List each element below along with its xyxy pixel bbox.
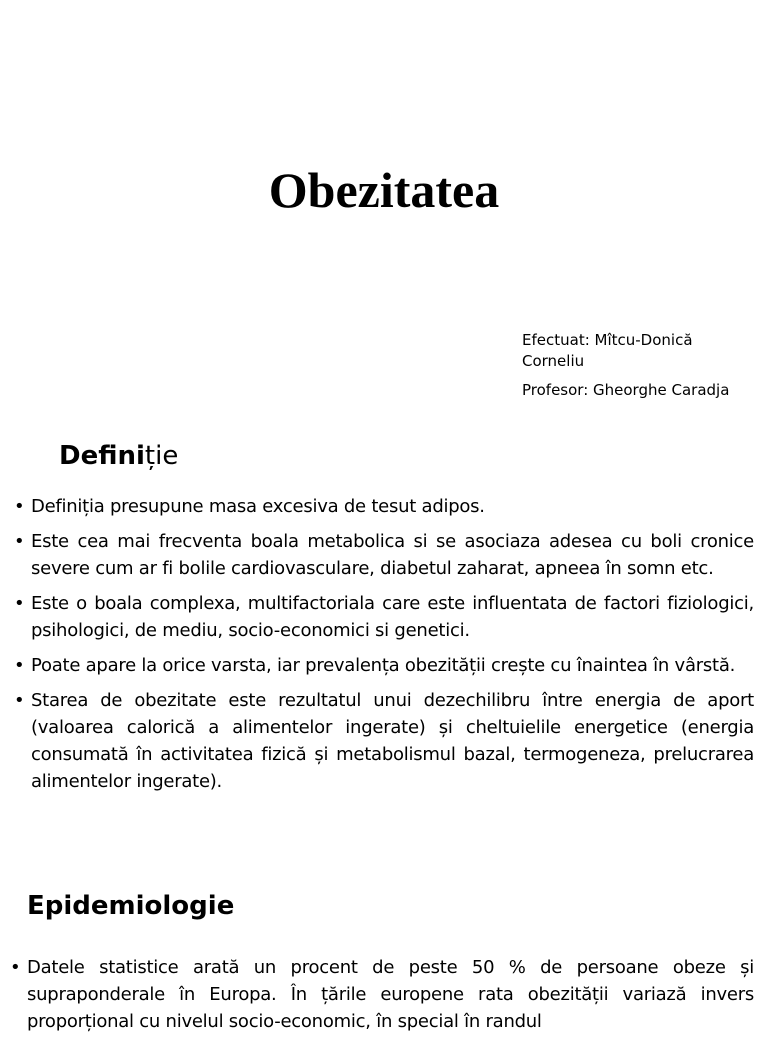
list-item-text: Este o boala complexa, multifactoriala care este influentata de factori fiziologici, psihologici, de mediu, socio-economici si genetici. — [31, 593, 754, 641]
list-item — [14, 493, 754, 520]
list-item-text: Poate apare la orice varsta, iar prevalența obezității crește cu înaintea în vârstă. — [31, 655, 736, 676]
bullet-icon: • — [14, 496, 25, 517]
list-item — [14, 590, 754, 644]
definition-heading-bold: Defini — [59, 441, 145, 471]
definition-heading-rest: ție — [144, 441, 179, 471]
list-item — [10, 954, 754, 1035]
bullet-icon: • — [14, 593, 25, 614]
list-item — [14, 687, 754, 795]
bullet-icon: • — [14, 531, 25, 552]
epidemiology-heading: Epidemiologie — [27, 891, 235, 921]
author-block — [522, 330, 752, 409]
list-item — [14, 652, 754, 679]
professor-text: Profesor: Gheorghe Caradja — [522, 381, 730, 399]
document-title: Obezitatea — [268, 162, 500, 218]
performed-by-text: Efectuat: Mîtcu-Donică Corneliu — [522, 331, 693, 370]
bullet-icon: • — [14, 690, 25, 711]
list-item-text: Definiția presupune masa excesiva de tesut adipos. — [31, 496, 485, 517]
definition-heading — [59, 438, 178, 474]
bullet-icon: • — [10, 957, 21, 978]
list-item-text: Datele statistice arată un procent de peste 50 % de persoane obeze și supraponderale în Europa. În țările europene rata obezității variază invers proporțional cu nivelul socio-economic, în special în randul — [27, 957, 754, 1032]
bullet-icon: • — [14, 655, 25, 676]
epidemiology-list — [10, 954, 754, 1043]
list-item — [14, 528, 754, 582]
list-item-text: Starea de obezitate este rezultatul unui dezechilibru între energia de aport (valoarea calorică a alimentelor ingerate) și cheltuielile energetice (energia consumată în activitatea fizică și metabolismul bazal, termogeneza, prelucrarea alimentelor ingerate). — [31, 690, 754, 792]
list-item-text: Este cea mai frecventa boala metabolica si se asociaza adesea cu boli cronice severe cum ar fi bolile cardiovasculare, diabetul zaharat, apneea în somn etc. — [31, 531, 754, 579]
definition-list — [14, 493, 754, 803]
